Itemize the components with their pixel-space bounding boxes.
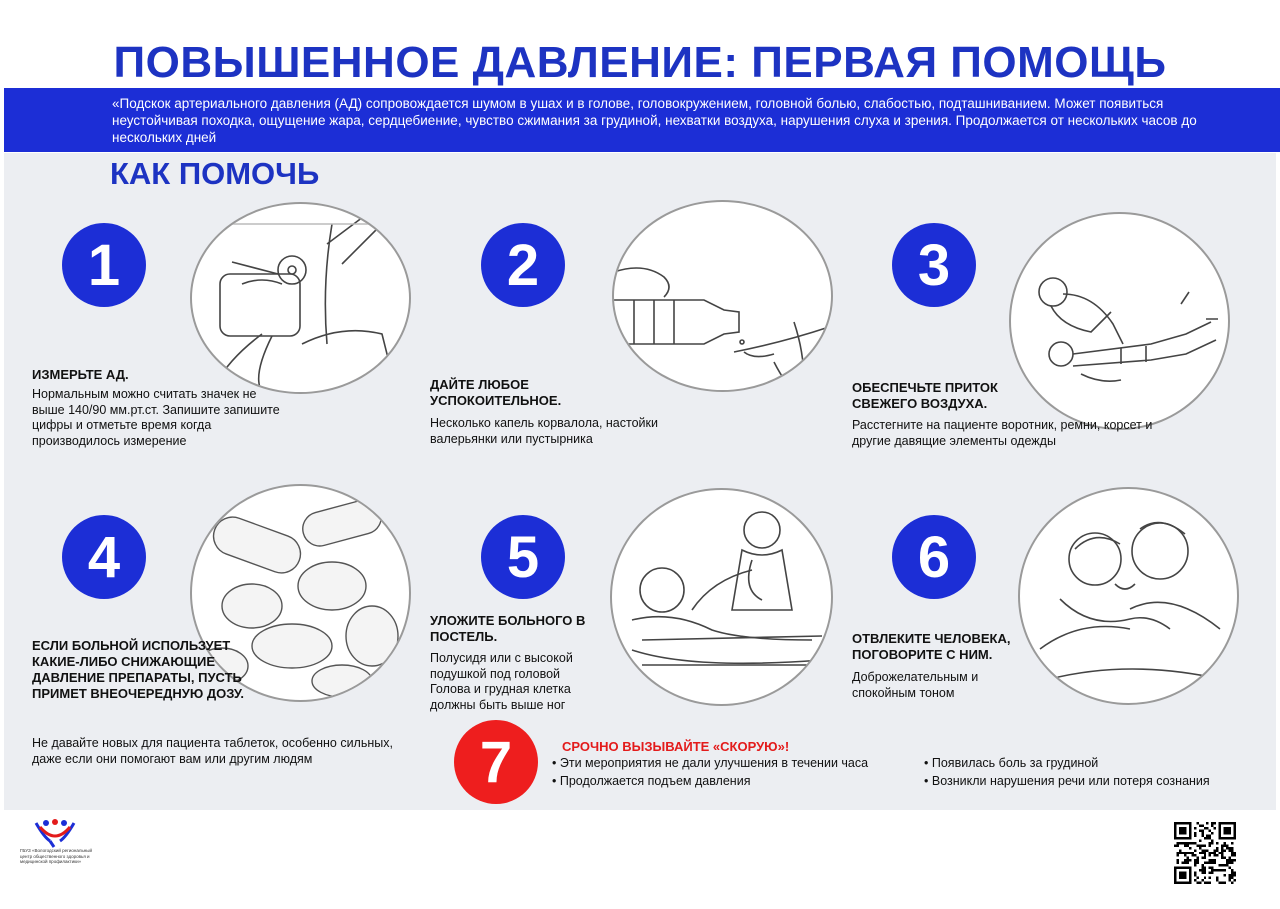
urgent-list-right bbox=[924, 754, 1254, 790]
step-5-title: УЛОЖИТЕ БОЛЬНОГО В ПОСТЕЛЬ. bbox=[430, 613, 586, 644]
blood-pressure-cuff-icon bbox=[190, 202, 411, 394]
people-heart-logo-icon bbox=[20, 815, 100, 875]
step-7-number: 7 bbox=[454, 720, 538, 804]
step-6-number: 6 bbox=[892, 515, 976, 599]
step-3-title: ОБЕСПЕЧЬТЕ ПРИТОК СВЕЖЕГО ВОЗДУХА. bbox=[852, 380, 998, 411]
urgent-title: СРОЧНО ВЫЗЫВАЙТЕ «СКОРУЮ»! bbox=[562, 739, 790, 754]
urgent-item: • Появилась боль за грудиной bbox=[924, 754, 1254, 772]
step-6-text: Доброжелательным и спокойным тоном bbox=[852, 670, 979, 700]
step-4-title: ЕСЛИ БОЛЬНОЙ ИСПОЛЬЗУЕТ КАКИЕ-ЛИБО СНИЖАЮЩИЕ ДАВЛЕНИЕ ПРЕПАРАТЫ, ПУСТЬ ПРИМЕТ ВНЕОЧЕРЕДНУЮ ДОЗУ. bbox=[32, 638, 244, 701]
step-1-number: 1 bbox=[62, 223, 146, 307]
step-4-number: 4 bbox=[62, 515, 146, 599]
section-title: КАК ПОМОЧЬ bbox=[110, 156, 320, 191]
step-2-title: ДАЙТЕ ЛЮБОЕ УСПОКОИТЕЛЬНОЕ. bbox=[430, 377, 562, 408]
urgent-item: • Возникли нарушения речи или потеря сознания bbox=[924, 772, 1254, 790]
drops-bottle-spoon-icon bbox=[612, 200, 833, 392]
urgent-list-left bbox=[552, 754, 922, 790]
two-people-talking-icon bbox=[1018, 487, 1239, 705]
step-2-text: Несколько капель корвалола, настойки валерьянки или пустырника bbox=[430, 416, 658, 446]
urgent-item: • Эти мероприятия не дали улучшения в течении часа bbox=[552, 754, 922, 772]
page-title: ПОВЫШЕННОЕ ДАВЛЕНИЕ: ПЕРВАЯ ПОМОЩЬ bbox=[113, 38, 1167, 87]
step-1-title: ИЗМЕРЬТЕ АД. bbox=[32, 367, 129, 382]
step-3-number: 3 bbox=[892, 223, 976, 307]
urgent-item: • Продолжается подъем давления bbox=[552, 772, 922, 790]
intro-text: «Подскок артериального давления (АД) сопровождается шумом в ушах и в голове, головокружением, головной болью, слабостью, подташниванием. Может появиться неустойчивая походка, ощущение жара, сердцебиение, чувство сжимания за грудиной, нехватки воздуха, нарушения слуха и зрения. Продолжается от нескольких часов до нескольких дней bbox=[112, 96, 1197, 145]
step-1-text: Нормальным можно считать значек не выше 140/90 мм.рт.ст. Запишите запишите цифры и отметьте время когда производилось измерение bbox=[32, 387, 280, 448]
step-3-text: Расстегните на пациенте воротник, ремни, корсет и другие давящие элементы одежды bbox=[852, 418, 1153, 448]
step-5-number: 5 bbox=[481, 515, 565, 599]
step-6-title: ОТВЛЕКИТЕ ЧЕЛОВЕКА, ПОГОВОРИТЕ С НИМ. bbox=[852, 631, 1011, 662]
organization-name: ГБУЗ «Вологодский региональный центр общественного здоровья и медицинской профилактики» bbox=[20, 848, 93, 864]
step-5-text: Полусидя или с высокой подушкой под головой Голова и грудная клетка должны быть выше ног bbox=[430, 651, 573, 712]
qr-code-icon[interactable] bbox=[1174, 822, 1236, 884]
step-2-number: 2 bbox=[481, 223, 565, 307]
step-4-text: Не давайте новых для пациента таблеток, особенно сильных, даже если они помогают вам или другим людям bbox=[32, 736, 393, 766]
nurse-patient-bed-icon bbox=[610, 488, 833, 706]
